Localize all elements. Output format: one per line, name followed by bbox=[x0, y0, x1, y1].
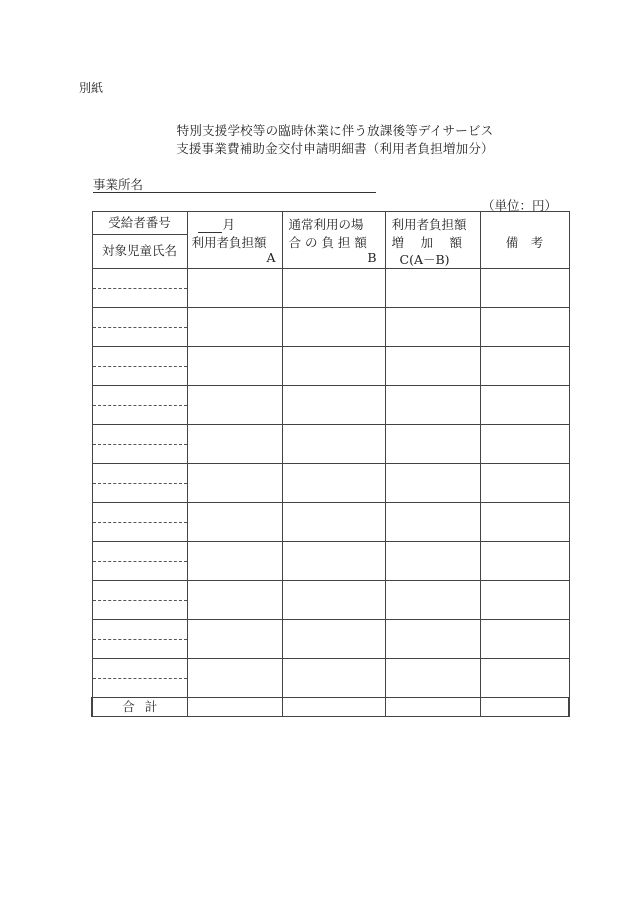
total-label: 合計 bbox=[92, 698, 187, 717]
recipient-cell[interactable] bbox=[92, 581, 187, 620]
amount-c-cell[interactable] bbox=[385, 464, 480, 503]
amount-b-cell[interactable] bbox=[282, 464, 385, 503]
amount-b-cell[interactable] bbox=[282, 620, 385, 659]
table-row bbox=[92, 659, 569, 698]
table-row bbox=[92, 347, 569, 386]
remarks-cell[interactable] bbox=[480, 659, 569, 698]
recipient-cell[interactable] bbox=[92, 542, 187, 581]
amount-b-cell[interactable] bbox=[282, 425, 385, 464]
office-name-field[interactable] bbox=[93, 175, 376, 193]
annex-label: 別紙 bbox=[79, 81, 104, 95]
amount-b-cell[interactable] bbox=[282, 269, 385, 308]
recipient-cell[interactable] bbox=[92, 503, 187, 542]
office-name-label: 事業所名 bbox=[93, 177, 144, 192]
remarks-cell[interactable] bbox=[480, 425, 569, 464]
amount-c-cell[interactable] bbox=[385, 425, 480, 464]
amount-b-cell[interactable] bbox=[282, 347, 385, 386]
recipient-cell[interactable] bbox=[92, 659, 187, 698]
header-remarks bbox=[480, 212, 569, 269]
amount-c-cell[interactable] bbox=[385, 620, 480, 659]
form-title-line-2: 支援事業費補助金交付申請明細書（利用者負担増加分） bbox=[176, 141, 494, 156]
amount-c-cell[interactable] bbox=[385, 347, 480, 386]
amount-c-cell[interactable] bbox=[385, 308, 480, 347]
recipient-number-entry[interactable] bbox=[93, 425, 187, 445]
recipient-number-entry[interactable] bbox=[93, 308, 187, 328]
header-child-name: 対象児童氏名 bbox=[101, 243, 177, 258]
unit-label: （単位：円） bbox=[481, 198, 557, 213]
amount-a-cell[interactable] bbox=[187, 503, 282, 542]
amount-a-cell[interactable] bbox=[187, 308, 282, 347]
amount-b-cell[interactable] bbox=[282, 386, 385, 425]
amount-a-cell[interactable] bbox=[187, 581, 282, 620]
header-recipient bbox=[92, 212, 187, 269]
recipient-cell[interactable] bbox=[92, 386, 187, 425]
table-row bbox=[92, 464, 569, 503]
recipient-number-entry[interactable] bbox=[93, 620, 187, 640]
recipient-number-entry[interactable] bbox=[93, 464, 187, 484]
remarks-cell[interactable] bbox=[480, 308, 569, 347]
amount-b-cell[interactable] bbox=[282, 581, 385, 620]
recipient-number-entry[interactable] bbox=[93, 659, 187, 679]
recipient-cell[interactable] bbox=[92, 308, 187, 347]
table-row bbox=[92, 425, 569, 464]
amount-b-cell[interactable] bbox=[282, 308, 385, 347]
amount-c-cell[interactable] bbox=[385, 581, 480, 620]
recipient-number-entry[interactable] bbox=[93, 386, 187, 406]
table-row bbox=[92, 269, 569, 308]
header-recipient-number: 受給者番号 bbox=[93, 212, 187, 235]
total-cell-a[interactable] bbox=[187, 698, 282, 717]
recipient-number-entry[interactable] bbox=[93, 542, 187, 562]
amount-b-cell[interactable] bbox=[282, 659, 385, 698]
recipient-number-entry[interactable] bbox=[93, 269, 187, 289]
header-increase-line1: 利用者負担額 bbox=[391, 217, 467, 232]
header-user-burden-label: 利用者負担額 bbox=[191, 235, 267, 250]
header-row bbox=[92, 212, 569, 269]
detail-table bbox=[91, 211, 570, 717]
form-title-line-1: 特別支援学校等の臨時休業に伴う放課後等デイサービス bbox=[176, 123, 494, 138]
recipient-cell[interactable] bbox=[92, 620, 187, 659]
amount-c-cell[interactable] bbox=[385, 542, 480, 581]
amount-a-cell[interactable] bbox=[187, 269, 282, 308]
table-row bbox=[92, 542, 569, 581]
header-normal-line1: 通常利用の場 bbox=[288, 217, 364, 232]
header-letter-a: A bbox=[266, 250, 276, 265]
recipient-cell[interactable] bbox=[92, 347, 187, 386]
amount-c-cell[interactable] bbox=[385, 503, 480, 542]
table-row bbox=[92, 581, 569, 620]
amount-a-cell[interactable] bbox=[187, 542, 282, 581]
recipient-number-entry[interactable] bbox=[93, 503, 187, 523]
table-row bbox=[92, 386, 569, 425]
remarks-cell[interactable] bbox=[480, 386, 569, 425]
amount-a-cell[interactable] bbox=[187, 425, 282, 464]
remarks-cell[interactable] bbox=[480, 269, 569, 308]
amount-b-cell[interactable] bbox=[282, 503, 385, 542]
table-row bbox=[92, 620, 569, 659]
total-row bbox=[92, 698, 569, 717]
total-cell-remarks[interactable] bbox=[480, 698, 569, 717]
header-letter-b: B bbox=[367, 250, 377, 265]
amount-c-cell[interactable] bbox=[385, 659, 480, 698]
header-normal-line2: 合 の 負 担 額 bbox=[288, 235, 367, 250]
amount-a-cell[interactable] bbox=[187, 620, 282, 659]
amount-a-cell[interactable] bbox=[187, 659, 282, 698]
header-letter-c: C(A－B) bbox=[399, 252, 450, 267]
header-increase bbox=[385, 212, 480, 269]
total-cell-b[interactable] bbox=[282, 698, 385, 717]
remarks-cell[interactable] bbox=[480, 347, 569, 386]
recipient-cell[interactable] bbox=[92, 464, 187, 503]
amount-a-cell[interactable] bbox=[187, 386, 282, 425]
table-row bbox=[92, 503, 569, 542]
table-row bbox=[92, 308, 569, 347]
header-remarks-label: 備 考 bbox=[505, 235, 544, 250]
header-month: 月 bbox=[222, 217, 236, 232]
remarks-cell[interactable] bbox=[480, 581, 569, 620]
remarks-cell[interactable] bbox=[480, 464, 569, 503]
amount-a-cell[interactable] bbox=[187, 347, 282, 386]
recipient-number-entry[interactable] bbox=[93, 581, 187, 601]
total-cell-c[interactable] bbox=[385, 698, 480, 717]
header-normal-burden bbox=[282, 212, 385, 269]
month-blank[interactable] bbox=[198, 217, 222, 233]
header-increase-line2: 増 加 額 bbox=[391, 235, 462, 250]
recipient-cell[interactable] bbox=[92, 425, 187, 464]
detail-rows bbox=[92, 269, 569, 698]
amount-b-cell[interactable] bbox=[282, 542, 385, 581]
header-user-burden bbox=[187, 212, 282, 269]
recipient-number-entry[interactable] bbox=[93, 347, 187, 367]
remarks-cell[interactable] bbox=[480, 542, 569, 581]
amount-c-cell[interactable] bbox=[385, 386, 480, 425]
amount-c-cell[interactable] bbox=[385, 269, 480, 308]
remarks-cell[interactable] bbox=[480, 620, 569, 659]
amount-a-cell[interactable] bbox=[187, 464, 282, 503]
remarks-cell[interactable] bbox=[480, 503, 569, 542]
recipient-cell[interactable] bbox=[92, 269, 187, 308]
